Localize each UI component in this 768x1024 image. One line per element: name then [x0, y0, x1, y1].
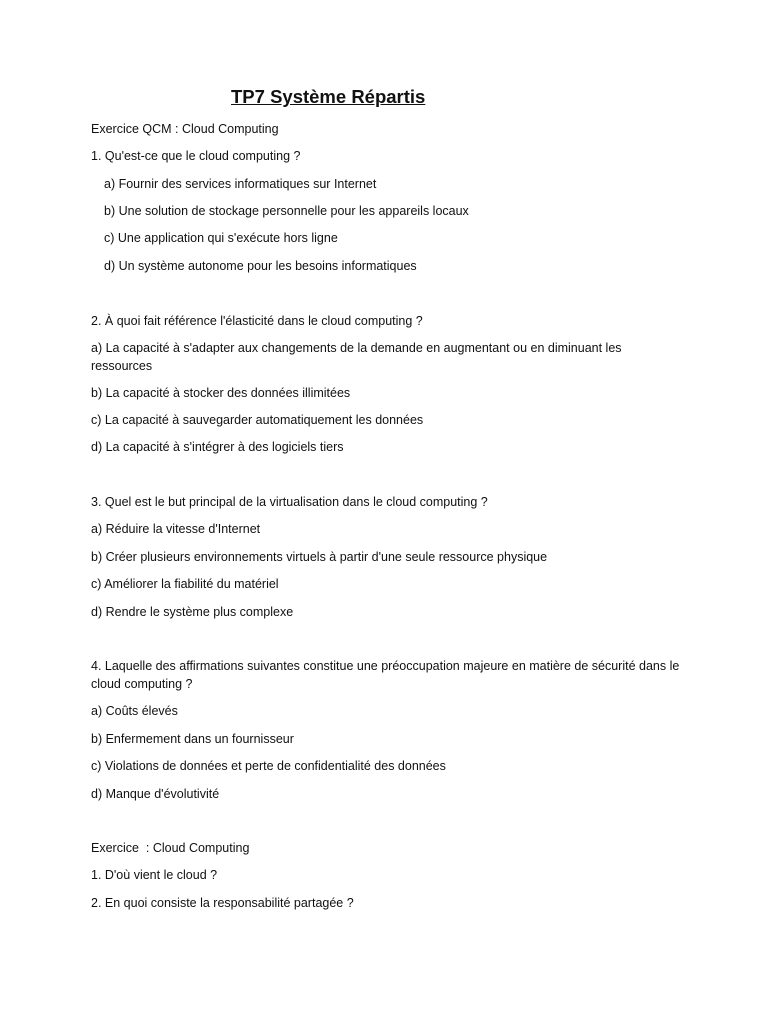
question-4: 4. Laquelle des affirmations suivantes constitue une préoccupation majeure en matière de sécurité dans le cloud computing ? — [91, 659, 680, 691]
q4-option-c: c) Violations de données et perte de confidentialité des données — [91, 759, 446, 773]
q1-option-d: d) Un système autonome pour les besoins informatiques — [104, 259, 417, 273]
exercise-2-heading: Exercice : Cloud Computing — [91, 841, 250, 855]
q2-option-d: d) La capacité à s'intégrer à des logiciels tiers — [91, 440, 344, 454]
q2-option-b: b) La capacité à stocker des données illimitées — [91, 386, 351, 400]
q2-option-c: c) La capacité à sauvegarder automatiquement les données — [91, 413, 424, 427]
q1-option-c: c) Une application qui s'exécute hors ligne — [104, 231, 338, 245]
q4-option-d: d) Manque d'évolutivité — [91, 787, 220, 801]
q3-option-a: a) Réduire la vitesse d'Internet — [91, 522, 261, 536]
q4-option-b: b) Enfermement dans un fournisseur — [91, 732, 294, 746]
q1-option-a: a) Fournir des services informatiques sur Internet — [104, 177, 377, 191]
q3-option-d: d) Rendre le système plus complexe — [91, 605, 294, 619]
exercise-2-question-1: 1. D'où vient le cloud ? — [91, 868, 218, 882]
qcm-heading: Exercice QCM : Cloud Computing — [91, 122, 279, 136]
document-title: TP7 Système Répartis — [231, 86, 426, 107]
q3-option-c: c) Améliorer la fiabilité du matériel — [91, 577, 279, 591]
exercise-2-question-2: 2. En quoi consiste la responsabilité partagée ? — [91, 896, 354, 910]
question-2: 2. À quoi fait référence l'élasticité dans le cloud computing ? — [91, 314, 423, 328]
q3-option-b: b) Créer plusieurs environnements virtuels à partir d'une seule ressource physique — [91, 550, 548, 564]
q4-option-a: a) Coûts élevés — [91, 704, 178, 718]
question-1: 1. Qu'est-ce que le cloud computing ? — [91, 149, 301, 163]
q1-option-b: b) Une solution de stockage personnelle pour les appareils locaux — [104, 204, 469, 218]
question-3: 3. Quel est le but principal de la virtualisation dans le cloud computing ? — [91, 495, 488, 509]
q2-option-a: a) La capacité à s'adapter aux changements de la demande en augmentant ou en diminuant les ressources — [91, 341, 622, 373]
